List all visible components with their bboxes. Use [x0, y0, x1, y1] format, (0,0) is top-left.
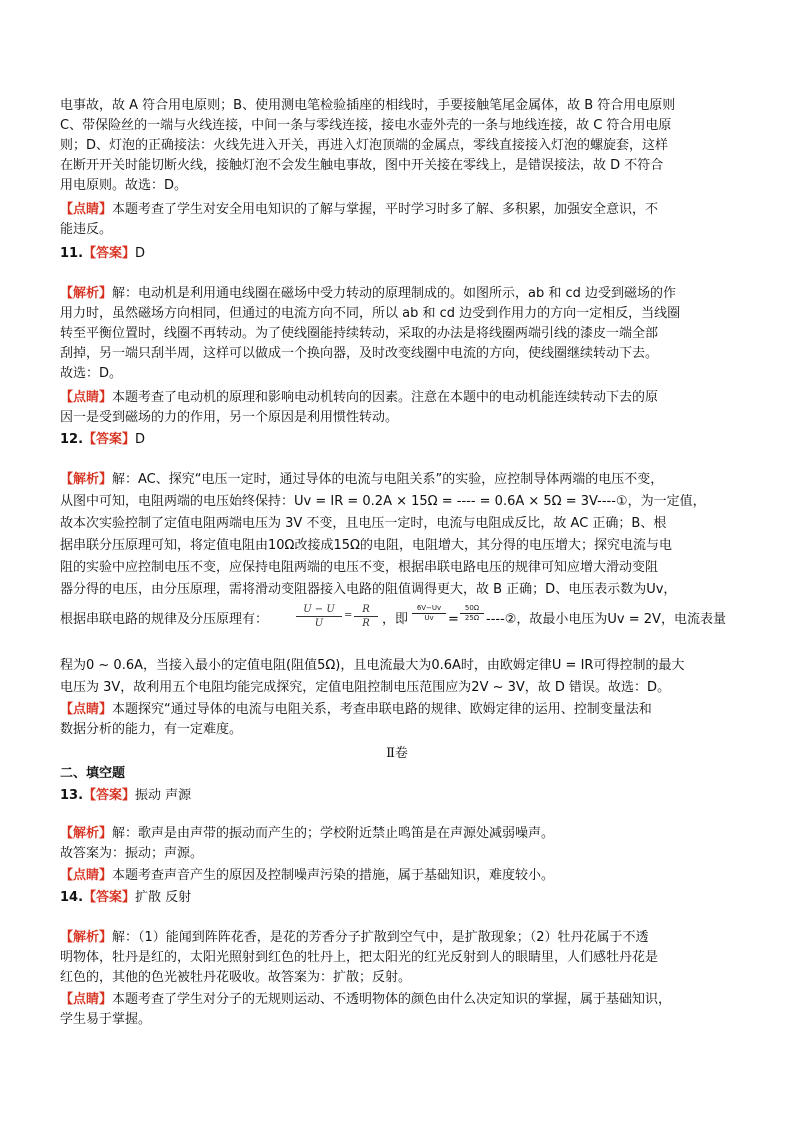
fraction-denominator: 25Ω [460, 613, 484, 623]
fraction-denominator: U [296, 616, 342, 630]
comment-line: 能违反。 [60, 222, 113, 237]
analysis-line: 电压为 3V，故利用五个电阻均能完成探究，定值电阻控制电压范围应为2V ~ 3V，故 D 错误。故选：D。 [60, 680, 671, 695]
analysis-line: 从图中可知，电阻两端的电压始终保持：Uv = IR = 0.2A × 15Ω = ---- = 0.6A × 5Ω = 3V----①，为一定值， [60, 494, 706, 509]
analysis-line: 故答案为：振动；声源。 [60, 846, 204, 861]
fraction-voltage [296, 603, 342, 630]
comment-line: 学生易于掌握。 [60, 1012, 152, 1027]
analysis-line: 故选：D。 [60, 366, 123, 381]
analysis-line: 据串联分压原理可知，将定值电阻由10Ω改接成15Ω的电阻，电阻增大，其分得的电压增大；探究电流与电 [60, 538, 672, 553]
fraction-denominator: Uv [412, 613, 446, 623]
comment-tag: 【点睛】 [60, 868, 113, 883]
analysis-line: 转至平衡位置时，线圈不再转动。为了使线圈能持续转动，采取的办法是将线圈两端引线的漆皮一端全部 [60, 326, 659, 341]
analysis-text: 解：AC、探究“电压一定时，通过导体的电流与电阻关系”的实验，应控制导体两端的电压不变， [112, 472, 664, 487]
comment-line [60, 866, 734, 886]
answer-value: D [135, 432, 146, 447]
comment-line [60, 200, 734, 220]
fraction-denominator: R [354, 616, 378, 630]
fraction-numerator: 6V−Uv [416, 604, 442, 612]
comment-text: 本题考查了电动机的原理和影响电动机转向的因素。注意在本题中的电动机能连续转动下去的原 [112, 390, 659, 405]
comment-line [60, 388, 734, 408]
analysis-line: 器分得的电压，由分压原理，需将滑动变阻器接入电路的阻值调得更大，故 B 正确；D、电压表示数为Uv， [60, 582, 677, 597]
analysis-text: 解：电动机是利用通电线圈在磁场中受力转动的原理制成的。如图所示，ab 和 cd 边受到磁场的作 [112, 286, 677, 301]
comment-line: 数据分析的能力，有一定难度。 [60, 722, 243, 737]
fraction-ratio-resistance [460, 604, 484, 623]
answer-tag: 【答案】 [83, 246, 136, 261]
analysis-text: 解：歌声是由声带的振动而产生的；学校附近禁止鸣笛是在声源处减弱噪声。 [112, 826, 555, 841]
analysis-tag: 【解析】 [60, 826, 113, 841]
answer-value: 扩散 反射 [135, 890, 192, 905]
analysis-tag: 【解析】 [60, 286, 113, 301]
paragraph-line: 则；D、灯泡的正确接法：火线先进入开关，再进入灯泡顶端的金属点，零线直接接入灯泡的螺旋套，这样 [60, 138, 669, 153]
answer-line-q12 [60, 430, 734, 450]
analysis-line: 明物体，牡丹是红的，太阳光照射到红色的牡丹上，把太阳光的红光反射到人的眼睛里，人们感牡丹花是 [60, 950, 659, 965]
paragraph-line: 用电原则。故选：D。 [60, 178, 188, 193]
question-number: 12. [60, 432, 84, 447]
paragraph-line: 在断开开关时能切断火线，接触灯泡不会发生触电事故，图中开关接在零线上，是错误接法，故 D 不符合 [60, 158, 664, 173]
answer-tag: 【答案】 [83, 890, 136, 905]
analysis-line [60, 928, 734, 948]
analysis-line: 故本次实验控制了定值电阻两端电压为 3V 不变，且电压一定时，电流与电阻成反比，故 AC 正确；B、根 [60, 516, 667, 531]
analysis-line: 红色的，其他的色光被牡丹花吸收。故答案为：扩散；反射。 [60, 970, 412, 985]
equals-sign: = [344, 610, 353, 621]
analysis-text: 解：（1）能闻到阵阵花香，是花的芳香分子扩散到空气中，是扩散现象；（2）牡丹花属于不透 [112, 930, 649, 945]
section-title: 二、填空题 [60, 766, 126, 781]
question-number: 14. [60, 890, 84, 905]
analysis-line: 刮掉，另一端只刮半周，这样可以做成一个换向器，及时改变线圈中电流的方向，使线圈继续转动下去。 [60, 346, 659, 361]
answer-value: 振动 声源 [135, 788, 192, 803]
analysis-line [60, 284, 734, 304]
comment-tag: 【点睛】 [60, 202, 113, 217]
analysis-line: 阻的实验中应控制电压不变，应保持电阻两端的电压不变，根据串联电路电压的规律可知应增大滑动变阻 [60, 560, 659, 575]
comment-text: 本题考查了学生对分子的无规则运动、不透明物体的颜色由什么决定知识的掌握，属于基础知识， [112, 992, 672, 1007]
fraction-ratio-voltage [412, 604, 446, 623]
answer-tag: 【答案】 [83, 432, 136, 447]
comment-line [60, 700, 734, 720]
analysis-line: 根据串联电路的规律及分压原理有： [60, 612, 269, 627]
answer-line-q13 [60, 786, 734, 806]
analysis-line: ----②，故最小电压为Uv = 2V，电流表量 [486, 612, 726, 627]
question-number: 11. [60, 246, 84, 261]
analysis-line [60, 824, 734, 844]
analysis-tag: 【解析】 [60, 930, 113, 945]
comment-tag: 【点睛】 [60, 702, 113, 717]
answer-value: D [135, 246, 146, 261]
equals-sign: = [448, 612, 459, 627]
volume-heading: Ⅱ卷 [386, 746, 408, 761]
fraction-numerator: U − U [303, 604, 335, 615]
comment-line: 因一是受到磁场的力的作用，另一个原因是利用惯性转动。 [60, 410, 399, 425]
analysis-line: ，即 [382, 612, 409, 627]
analysis-tag: 【解析】 [60, 472, 113, 487]
comment-text: 本题考查声音产生的原因及控制噪声污染的措施，属于基础知识，难度较小。 [112, 868, 555, 883]
answer-line-q14 [60, 888, 734, 908]
analysis-line [60, 470, 734, 490]
answer-tag: 【答案】 [83, 788, 136, 803]
comment-tag: 【点睛】 [60, 390, 113, 405]
paragraph-line: C、带保险丝的一端与火线连接，中间一条与零线连接，接电水壶外壳的一条与地线连接，故 C 符合用电原 [60, 118, 672, 133]
analysis-line: 用力时，虽然磁场方向相同，但通过的电流方向不同，所以 ab 和 cd 边受到作用力的方向一定相反，当线圈 [60, 306, 681, 321]
paragraph-line: 电事故，故 A 符合用电原则；B、使用测电笔检验插座的相线时，手要接触笔尾金属体，故 B 符合用电原则 [60, 98, 676, 113]
comment-text: 本题考查了学生对安全用电知识的了解与掌握，平时学习时多了解、多积累，加强安全意识，不 [112, 202, 659, 217]
comment-tag: 【点睛】 [60, 992, 113, 1007]
comment-text: 本题探究“通过导体的电流与电阻关系，考查串联电路的规律、欧姆定律的运用、控制变量法和 [112, 702, 652, 717]
fraction-numerator: R [362, 604, 370, 615]
comment-line [60, 990, 734, 1010]
fraction-numerator: 50Ω [464, 604, 480, 612]
analysis-line: 程为0 ~ 0.6A，当接入最小的定值电阻(阻值5Ω)，且电流最大为0.6A时，由欧姆定律U = IR可得控制的最大 [60, 658, 685, 673]
fraction-resistance [354, 603, 378, 630]
answer-line-q11 [60, 244, 734, 264]
question-number: 13. [60, 788, 84, 803]
